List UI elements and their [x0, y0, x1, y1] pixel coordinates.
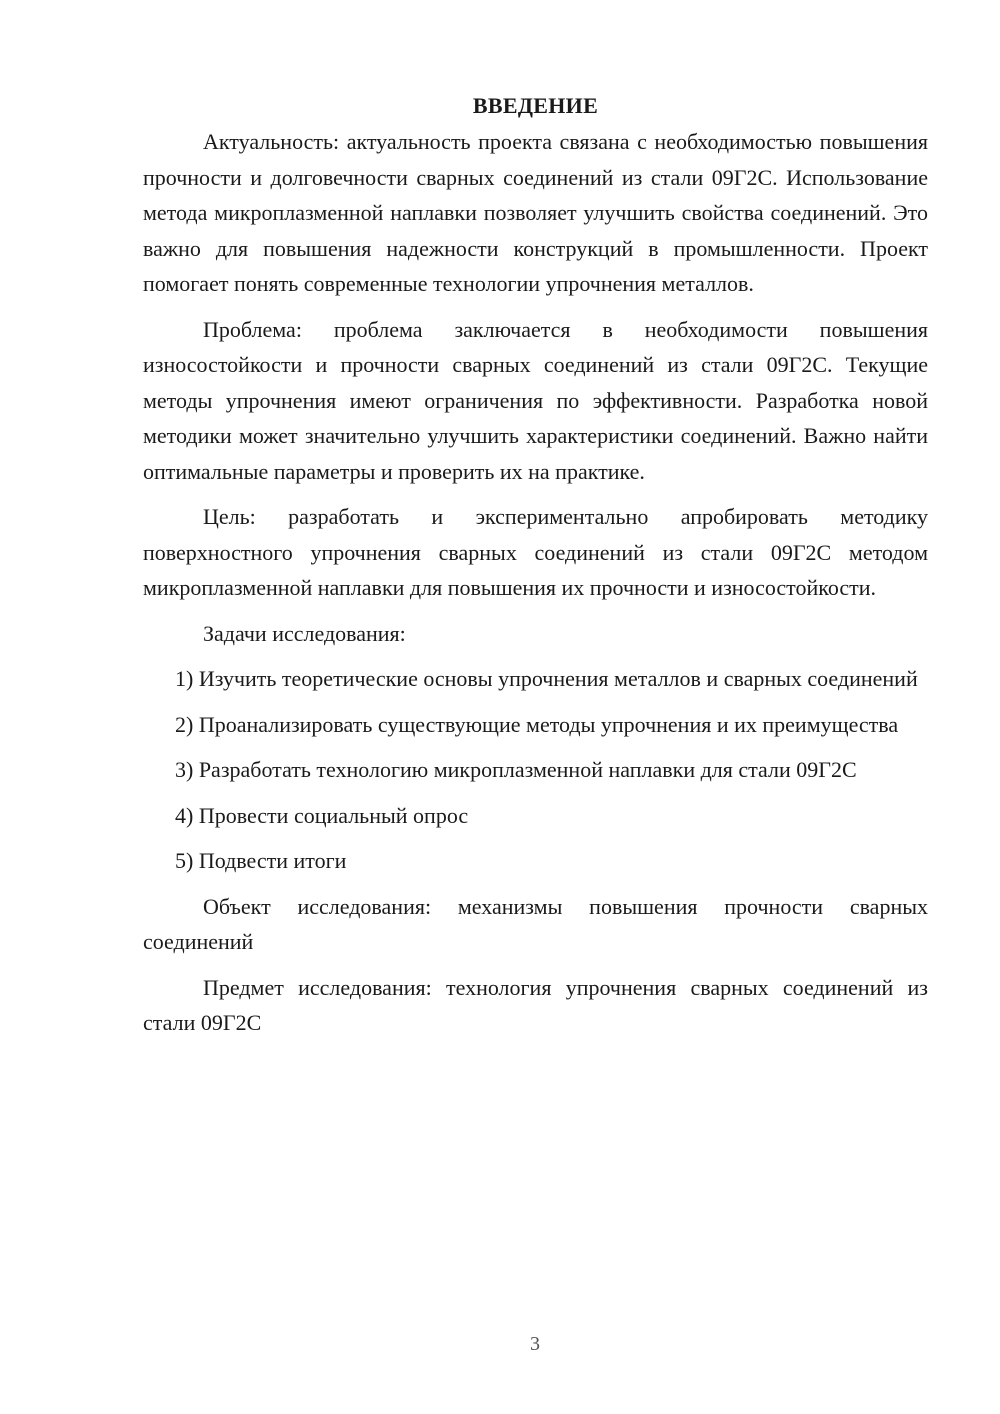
task-item-3: 3) Разработать технологию микроплазменной наплавки для стали 09Г2С [175, 757, 857, 782]
tasks-heading: Задачи исследования: [203, 620, 406, 646]
page-content [143, 88, 928, 1041]
paragraph-relevance: Актуальность: актуальность проекта связана с необходимостью повышения прочности и долговечности сварных соединений из стали 09Г2С. Использование метода микроплазменной наплавки позволяет улучшить свойства соединений. Это важно для повышения надежности конструкций в промышленности. Проект помогает понять современные технологии упрочнения металлов. [143, 129, 928, 296]
task-item-2: 2) Проанализировать существующие методы упрочнения и их преимущества [175, 711, 899, 737]
paragraph-subject: Предмет исследования: технология упрочнения сварных соединений из стали 09Г2С [143, 974, 928, 1035]
paragraph-object: Объект исследования: механизмы повышения прочности сварных соединений [143, 893, 928, 954]
paragraph-goal: Цель: разработать и экспериментально апробировать методику поверхностного упрочнения сварных соединений из стали 09Г2С методом микроплазменной наплавки для повышения их прочности и износостойкости. [143, 504, 928, 600]
paragraph-problem: Проблема: проблема заключается в необходимости повышения износостойкости и прочности сварных соединений из стали 09Г2С. Текущие методы упрочнения имеют ограничения по эффективности. Разработка новой методики может значительно улучшить характеристики соединений. Важно найти оптимальные параметры и проверить их на практике. [143, 316, 928, 484]
page-number: 3 [530, 1333, 540, 1355]
task-item-4: 4) Провести социальный опрос [175, 802, 469, 828]
task-item-1: 1) Изучить теоретические основы упрочнения металлов и сварных соединений [175, 666, 918, 691]
section-title: ВВЕДЕНИЕ [472, 93, 599, 118]
task-item-5: 5) Подвести итоги [175, 848, 347, 873]
